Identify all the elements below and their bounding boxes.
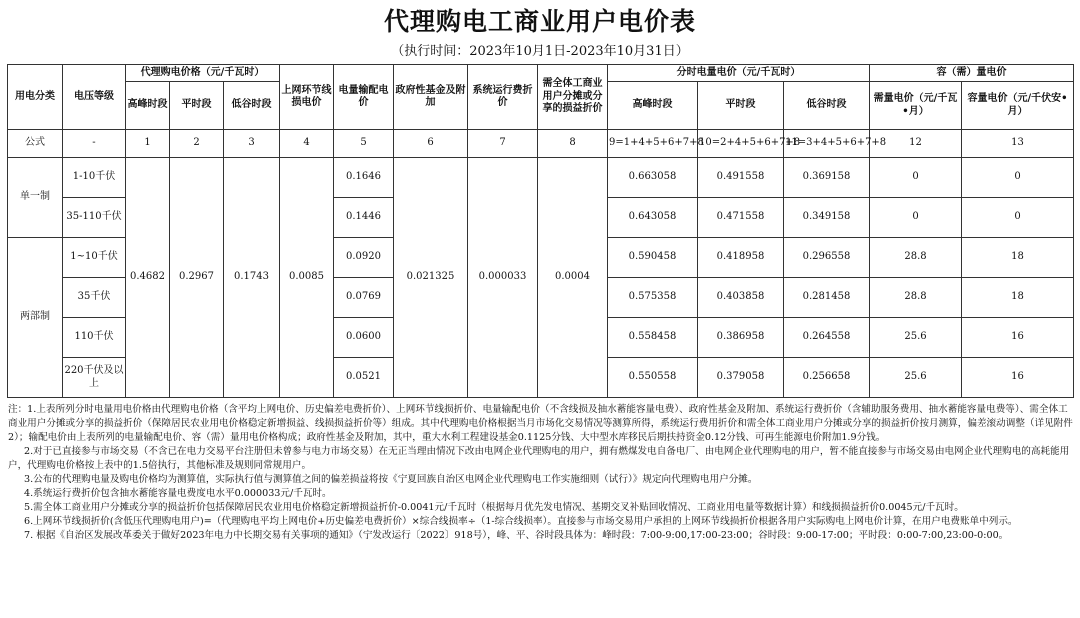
formula-c3: 3 bbox=[224, 130, 280, 158]
row-tou-valley: 0.349158 bbox=[784, 198, 870, 238]
row-tou-peak: 0.663058 bbox=[608, 158, 698, 198]
formula-c1: 1 bbox=[126, 130, 170, 158]
row-demand: 28.8 bbox=[870, 238, 962, 278]
gov-fund-value: 0.021325 bbox=[394, 158, 468, 398]
table-row bbox=[8, 158, 1074, 198]
formula-c4: 4 bbox=[280, 130, 334, 158]
line-loss-value: 0.0085 bbox=[280, 158, 334, 398]
header-tou-valley: 低谷时段 bbox=[784, 82, 870, 130]
group-single: 单一制 bbox=[8, 158, 63, 238]
row-transmission: 0.1446 bbox=[334, 198, 394, 238]
row-capacity: 16 bbox=[962, 318, 1074, 358]
header-voltage: 电压等级 bbox=[63, 65, 126, 130]
row-transmission: 0.0521 bbox=[334, 358, 394, 398]
formula-c13: 13 bbox=[962, 130, 1074, 158]
note-item: 4.系统运行费折价包含抽水蓄能容量电费度电水平0.000033元/千瓦时。 bbox=[24, 488, 332, 499]
group-dual: 两部制 bbox=[8, 238, 63, 398]
row-demand: 0 bbox=[870, 198, 962, 238]
row-tou-flat: 0.386958 bbox=[698, 318, 784, 358]
row-transmission: 0.1646 bbox=[334, 158, 394, 198]
formula-c6: 6 bbox=[394, 130, 468, 158]
header-demand: 需量电价（元/千瓦•月） bbox=[870, 82, 962, 130]
row-tou-peak: 0.575358 bbox=[608, 278, 698, 318]
row-voltage: 110千伏 bbox=[63, 318, 126, 358]
header-capacity-group: 容（需）量电价 bbox=[870, 65, 1074, 82]
row-capacity: 16 bbox=[962, 358, 1074, 398]
header-system-cost: 系统运行费折价 bbox=[468, 65, 538, 130]
row-tou-peak: 0.590458 bbox=[608, 238, 698, 278]
note-item: 2.对于已直接参与市场交易（不含已在电力交易平台注册但未曾参与电力市场交易）在无正当理由情况下改由电网企业代理购电的用户，拥有燃煤发电自备电厂、由电网企业代理购电的用户，暂不能直接参与市场交易由电网企业代理购电的高耗能用户，代理购电价格按上表中的1.5倍执行，其他标准及规则同常规用户。 bbox=[8, 446, 1070, 471]
row-demand: 28.8 bbox=[870, 278, 962, 318]
row-tou-peak: 0.550558 bbox=[608, 358, 698, 398]
system-cost-value: 0.000033 bbox=[468, 158, 538, 398]
formula-c10: 10=2+4+5+6+7+8 bbox=[698, 130, 784, 158]
row-voltage: 220千伏及以上 bbox=[63, 358, 126, 398]
formula-c2: 2 bbox=[170, 130, 224, 158]
page-title: 代理购电工商业用户电价表 bbox=[383, 7, 696, 36]
header-line-loss: 上网环节线损电价 bbox=[280, 65, 334, 130]
row-capacity: 0 bbox=[962, 158, 1074, 198]
note-item: 3.公布的代理购电量及购电价格均为测算值，实际执行值与测算值之间的偏差损益将按《宁夏回族自治区电网企业代理购电工作实施细则（试行）》规定向代理购电用户分摊。 bbox=[24, 474, 758, 485]
header-shared-loss: 需全体工商业用户分摊或分享的损益折价 bbox=[538, 65, 608, 130]
header-tou-flat: 平时段 bbox=[698, 82, 784, 130]
agent-valley-value: 0.1743 bbox=[224, 158, 280, 398]
agent-flat-value: 0.2967 bbox=[170, 158, 224, 398]
note-item: 注：1.上表所列分时电量用电价格由代理购电价格（含平均上网电价、历史偏差电费折价）、上网环节线损折价、电量输配电价（不含线损及抽水蓄能容量电费）、政府性基金及附加、系统运行费折价（含辅助服务费用、抽水蓄能容量电费等）、需全体工商业用户分摊或分享的损益折价（保障居民农业用电价格稳定新增损益、线损损益折价等）组成。其中代理购电价格根据当月市场化交易情况等测算所得，系统运行费用折价和需全体工商业用户分摊或分享的损益折价按月测算，偏差滚动调整（详见附件2）；输配电价由上表所列的电量输配电价、容（需）量用电价格构成；政府性基金及附加，其中，重大水利工程建设基金0.1125分钱、大中型水库移民后期扶持资金0.12分钱、可再生能源电价附加1.9分钱。 bbox=[8, 404, 1073, 443]
row-transmission: 0.0600 bbox=[334, 318, 394, 358]
header-transmission: 电量输配电价 bbox=[334, 65, 394, 130]
header-capacity: 容量电价（元/千伏安•月） bbox=[962, 82, 1074, 130]
formula-c12: 12 bbox=[870, 130, 962, 158]
notes-section bbox=[8, 403, 1074, 543]
row-tou-flat: 0.403858 bbox=[698, 278, 784, 318]
header-tou-peak: 高峰时段 bbox=[608, 82, 698, 130]
row-tou-flat: 0.471558 bbox=[698, 198, 784, 238]
page-subtitle: （执行时间：2023年10月1日-2023年10月31日） bbox=[391, 44, 689, 59]
header-tou-price: 分时电量电价（元/千瓦时） bbox=[608, 65, 870, 82]
note-item: 7. 根据《自治区发展改革委关于做好2023年电力中长期交易有关事项的通知》（宁发改运行〔2022〕918号），峰、平、谷时段具体为：峰时段：7:00-9:00,17:00-23:00；谷时段：9:00-17:00；平时段：0:00-7:00,23:00-0:00。 bbox=[24, 530, 1009, 541]
row-tou-valley: 0.256658 bbox=[784, 358, 870, 398]
header-category: 用电分类 bbox=[8, 65, 63, 130]
header-agent-valley: 低谷时段 bbox=[224, 82, 280, 130]
header-agent-peak: 高峰时段 bbox=[126, 82, 170, 130]
note-item: 5.需全体工商业用户分摊或分享的损益折价包括保障居民农业用电价格稳定新增损益折价-0.0041元/千瓦时（根据每月优先发电情况、基期交叉补贴回收情况、工商业用电量等数据计算）和线损损益折价0.0045元/千瓦时。 bbox=[24, 502, 964, 513]
header-agent-price: 代理购电价格（元/千瓦时） bbox=[126, 65, 280, 82]
row-tou-peak: 0.558458 bbox=[608, 318, 698, 358]
formula-c8: 8 bbox=[538, 130, 608, 158]
row-tou-valley: 0.296558 bbox=[784, 238, 870, 278]
row-transmission: 0.0920 bbox=[334, 238, 394, 278]
row-demand: 25.6 bbox=[870, 318, 962, 358]
formula-c5: 5 bbox=[334, 130, 394, 158]
row-demand: 25.6 bbox=[870, 358, 962, 398]
row-tou-flat: 0.418958 bbox=[698, 238, 784, 278]
row-tou-valley: 0.369158 bbox=[784, 158, 870, 198]
header-agent-flat: 平时段 bbox=[170, 82, 224, 130]
row-voltage: 1~10千伏 bbox=[63, 238, 126, 278]
formula-voltage: - bbox=[63, 130, 126, 158]
row-tou-flat: 0.379058 bbox=[698, 358, 784, 398]
row-voltage: 35千伏 bbox=[63, 278, 126, 318]
row-capacity: 18 bbox=[962, 238, 1074, 278]
shared-loss-value: 0.0004 bbox=[538, 158, 608, 398]
row-tou-valley: 0.281458 bbox=[784, 278, 870, 318]
price-table bbox=[7, 64, 1074, 398]
row-capacity: 18 bbox=[962, 278, 1074, 318]
agent-peak-value: 0.4682 bbox=[126, 158, 170, 398]
row-tou-valley: 0.264558 bbox=[784, 318, 870, 358]
row-demand: 0 bbox=[870, 158, 962, 198]
note-item: 6.上网环节线损折价(含低压代理购电用户)=（代理购电平均上网电价+历史偏差电费折价）×综合线损率÷（1-综合线损率）。直接参与市场交易用户承担的上网环节线损折价根据各用户实际购电上网电价计算，在用户电费账单中列示。 bbox=[24, 516, 1018, 527]
row-voltage: 1-10千伏 bbox=[63, 158, 126, 198]
formula-c11: 11=3+4+5+6+7+8 bbox=[784, 130, 870, 158]
row-tou-peak: 0.643058 bbox=[608, 198, 698, 238]
row-voltage: 35-110千伏 bbox=[63, 198, 126, 238]
formula-row bbox=[8, 130, 1074, 158]
formula-c7: 7 bbox=[468, 130, 538, 158]
row-tou-flat: 0.491558 bbox=[698, 158, 784, 198]
row-transmission: 0.0769 bbox=[334, 278, 394, 318]
formula-label: 公式 bbox=[8, 130, 63, 158]
formula-c9: 9=1+4+5+6+7+8 bbox=[608, 130, 698, 158]
header-gov-fund: 政府性基金及附加 bbox=[394, 65, 468, 130]
row-capacity: 0 bbox=[962, 198, 1074, 238]
